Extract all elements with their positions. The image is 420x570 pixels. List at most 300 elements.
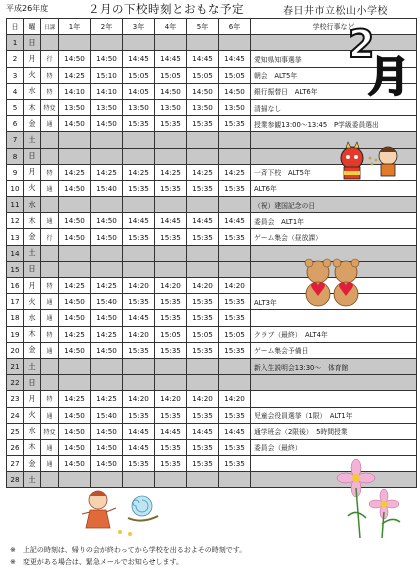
month-kanji: 月 <box>368 52 411 101</box>
dismissal-time-cell <box>155 132 187 148</box>
dismissal-time-cell <box>187 261 219 277</box>
day-cell: 22 <box>7 375 24 391</box>
dismissal-time-cell: 14:50 <box>155 83 187 99</box>
schedule-type-cell <box>41 375 59 391</box>
dismissal-time-cell: 14:25 <box>59 391 91 407</box>
schedule-type-cell: 特 <box>41 83 59 99</box>
schedule-type-cell: 特 <box>41 326 59 342</box>
day-cell: 21 <box>7 358 24 374</box>
dismissal-time-cell: 14:50 <box>91 213 123 229</box>
dismissal-time-cell <box>219 132 251 148</box>
day-cell: 3 <box>7 67 24 83</box>
dismissal-time-cell: 14:45 <box>123 213 155 229</box>
weekday-cell: 月 <box>24 391 41 407</box>
dismissal-time-cell <box>59 197 91 213</box>
schedule-type-cell <box>41 472 59 488</box>
dismissal-time-cell: 15:35 <box>219 456 251 472</box>
table-row <box>7 326 417 342</box>
schedule-type-cell: 通 <box>41 116 59 132</box>
dismissal-time-cell: 14:25 <box>91 278 123 294</box>
dismissal-time-cell: 14:45 <box>187 423 219 439</box>
dismissal-time-cell: 15:05 <box>187 67 219 83</box>
event-cell: ゲーム集会（昼放課） <box>251 229 417 245</box>
dismissal-time-cell <box>219 261 251 277</box>
dismissal-time-cell: 14:20 <box>155 391 187 407</box>
dismissal-time-cell: 13:50 <box>59 99 91 115</box>
dismissal-time-cell: 15:35 <box>187 310 219 326</box>
dismissal-time-cell: 14:50 <box>59 407 91 423</box>
day-cell: 5 <box>7 99 24 115</box>
dismissal-time-cell: 15:35 <box>187 180 219 196</box>
dismissal-time-cell: 14:50 <box>91 423 123 439</box>
dismissal-time-cell <box>59 245 91 261</box>
table-row <box>7 180 417 196</box>
day-cell: 10 <box>7 180 24 196</box>
dismissal-time-cell: 15:35 <box>155 439 187 455</box>
dismissal-time-cell: 14:20 <box>123 326 155 342</box>
weekday-cell: 木 <box>24 326 41 342</box>
day-cell: 19 <box>7 326 24 342</box>
table-row <box>7 99 417 115</box>
dismissal-time-cell: 15:35 <box>187 407 219 423</box>
dismissal-time-cell: 14:20 <box>123 278 155 294</box>
dismissal-time-cell: 14:25 <box>187 164 219 180</box>
dismissal-time-cell: 15:35 <box>155 229 187 245</box>
table-row <box>7 423 417 439</box>
event-cell: 新入生説明会13:30〜 体育館 <box>251 358 417 374</box>
dismissal-time-cell: 15:35 <box>123 229 155 245</box>
dismissal-time-cell <box>187 472 219 488</box>
dismissal-time-cell: 15:35 <box>155 456 187 472</box>
table-row <box>7 439 417 455</box>
dismissal-time-cell <box>123 358 155 374</box>
col-header: 曜 <box>24 19 41 35</box>
dismissal-time-cell: 14:50 <box>91 342 123 358</box>
dismissal-time-cell: 15:35 <box>123 294 155 310</box>
dismissal-time-cell <box>219 197 251 213</box>
weekday-cell: 日 <box>24 375 41 391</box>
event-cell: クラブ（最終） ALT4年 <box>251 326 417 342</box>
schedule-type-cell <box>41 148 59 164</box>
day-cell: 16 <box>7 278 24 294</box>
dismissal-time-cell <box>187 197 219 213</box>
school-name: 春日井市立松山小学校 <box>283 6 388 17</box>
schedule-type-cell: 通 <box>41 294 59 310</box>
weekday-cell: 木 <box>24 439 41 455</box>
dismissal-time-cell <box>219 358 251 374</box>
event-cell <box>251 310 417 326</box>
dismissal-time-cell: 15:35 <box>219 116 251 132</box>
dismissal-time-cell <box>59 132 91 148</box>
event-cell: 朝会 ALT5年 <box>251 67 417 83</box>
dismissal-time-cell: 14:50 <box>59 229 91 245</box>
dismissal-time-cell <box>155 35 187 51</box>
day-cell: 8 <box>7 148 24 164</box>
weekday-cell: 金 <box>24 456 41 472</box>
weekday-cell: 火 <box>24 407 41 423</box>
schedule-type-cell <box>41 35 59 51</box>
dismissal-time-cell: 14:50 <box>59 310 91 326</box>
col-header: 1年 <box>59 19 91 35</box>
event-cell: 愛知県知事選挙 <box>251 51 417 67</box>
event-cell <box>251 375 417 391</box>
table-row <box>7 229 417 245</box>
col-header: 3年 <box>123 19 155 35</box>
dismissal-time-cell: 14:50 <box>59 116 91 132</box>
dismissal-time-cell: 13:50 <box>91 99 123 115</box>
schedule-type-cell: 通 <box>41 342 59 358</box>
dismissal-time-cell: 15:35 <box>155 407 187 423</box>
footnote: ※ 変更がある場合は、緊急メールでお知らせします。 <box>10 558 183 566</box>
event-cell: 委員会（最終） <box>251 439 417 455</box>
dismissal-time-cell <box>219 245 251 261</box>
page-title: ２月の下校時刻とおもな予定 <box>88 2 244 16</box>
schedule-type-cell: 特 <box>41 164 59 180</box>
day-cell: 28 <box>7 472 24 488</box>
dismissal-time-cell: 14:10 <box>59 83 91 99</box>
dismissal-time-cell: 14:45 <box>155 51 187 67</box>
schedule-type-cell: 特変 <box>41 423 59 439</box>
event-cell: 銀行振替日 ALT6年 <box>251 83 417 99</box>
dismissal-time-cell: 14:45 <box>123 439 155 455</box>
weekday-cell: 月 <box>24 51 41 67</box>
table-row <box>7 116 417 132</box>
dismissal-time-cell <box>187 132 219 148</box>
dismissal-time-cell <box>91 245 123 261</box>
fairy-snail-illustration <box>80 484 166 540</box>
dismissal-time-cell: 14:25 <box>91 164 123 180</box>
dismissal-time-cell: 15:35 <box>219 180 251 196</box>
dismissal-time-cell: 14:25 <box>91 391 123 407</box>
event-cell: 児童会役員選挙（1限） ALT1年 <box>251 407 417 423</box>
dismissal-time-cell: 14:45 <box>219 423 251 439</box>
dismissal-time-cell <box>155 148 187 164</box>
col-header: 日 <box>7 19 24 35</box>
weekday-cell: 水 <box>24 197 41 213</box>
footnotes <box>10 544 246 568</box>
weekday-cell: 土 <box>24 358 41 374</box>
dismissal-time-cell: 15:35 <box>219 310 251 326</box>
weekday-cell: 水 <box>24 310 41 326</box>
dismissal-time-cell: 14:20 <box>219 391 251 407</box>
dismissal-time-cell: 14:25 <box>155 164 187 180</box>
dismissal-time-cell: 14:25 <box>59 326 91 342</box>
table-row <box>7 358 417 374</box>
dismissal-time-cell <box>155 358 187 374</box>
event-cell <box>251 391 417 407</box>
weekday-cell: 日 <box>24 148 41 164</box>
dismissal-time-cell <box>155 197 187 213</box>
dismissal-time-cell: 14:20 <box>187 278 219 294</box>
dismissal-time-cell <box>123 245 155 261</box>
dismissal-time-cell: 14:45 <box>187 51 219 67</box>
dismissal-time-cell <box>91 375 123 391</box>
schedule-type-cell <box>41 261 59 277</box>
weekday-cell: 金 <box>24 229 41 245</box>
dismissal-time-cell: 15:10 <box>91 67 123 83</box>
schedule-type-cell <box>41 132 59 148</box>
dismissal-time-cell <box>187 358 219 374</box>
dismissal-time-cell: 15:40 <box>91 407 123 423</box>
dismissal-time-cell: 15:35 <box>155 116 187 132</box>
dismissal-time-cell: 15:05 <box>155 67 187 83</box>
event-cell: ALT3年 <box>251 294 417 310</box>
dismissal-time-cell <box>219 35 251 51</box>
day-cell: 26 <box>7 439 24 455</box>
dismissal-time-cell: 14:50 <box>91 310 123 326</box>
page-header <box>0 0 420 18</box>
col-header: 6年 <box>219 19 251 35</box>
dismissal-time-cell: 15:35 <box>187 294 219 310</box>
dismissal-time-cell: 14:05 <box>123 83 155 99</box>
dismissal-time-cell <box>219 148 251 164</box>
dismissal-time-cell <box>123 35 155 51</box>
month-badge <box>340 22 411 101</box>
dismissal-time-cell: 15:35 <box>155 310 187 326</box>
dismissal-time-cell: 15:35 <box>219 294 251 310</box>
col-header: 5年 <box>187 19 219 35</box>
dismissal-time-cell <box>59 148 91 164</box>
dismissal-time-cell: 14:25 <box>91 326 123 342</box>
dismissal-time-cell: 14:25 <box>59 67 91 83</box>
dismissal-time-cell: 14:50 <box>187 83 219 99</box>
dismissal-time-cell: 14:45 <box>155 213 187 229</box>
dismissal-time-cell: 14:50 <box>59 439 91 455</box>
oni-illustration <box>330 140 410 182</box>
dismissal-time-cell: 14:50 <box>59 456 91 472</box>
schedule-type-cell: 通 <box>41 213 59 229</box>
dismissal-time-cell: 13:50 <box>123 99 155 115</box>
dismissal-time-cell: 15:35 <box>187 342 219 358</box>
table-row <box>7 310 417 326</box>
dismissal-time-cell <box>155 261 187 277</box>
dismissal-time-cell: 15:05 <box>123 67 155 83</box>
day-cell: 1 <box>7 35 24 51</box>
day-cell: 7 <box>7 132 24 148</box>
dismissal-time-cell: 15:35 <box>123 180 155 196</box>
schedule-type-cell <box>41 197 59 213</box>
dismissal-time-cell: 14:45 <box>219 213 251 229</box>
weekday-cell: 土 <box>24 472 41 488</box>
dismissal-time-cell: 14:45 <box>123 310 155 326</box>
dismissal-time-cell: 13:50 <box>155 99 187 115</box>
dismissal-time-cell: 14:45 <box>123 51 155 67</box>
dismissal-time-cell: 15:40 <box>91 294 123 310</box>
dismissal-time-cell: 13:50 <box>219 99 251 115</box>
dismissal-time-cell: 14:50 <box>91 456 123 472</box>
dismissal-time-cell: 14:10 <box>91 83 123 99</box>
dismissal-time-cell: 14:25 <box>59 278 91 294</box>
schedule-type-cell: 行 <box>41 229 59 245</box>
dismissal-time-cell <box>155 375 187 391</box>
table-row <box>7 375 417 391</box>
dismissal-time-cell <box>91 358 123 374</box>
table-row <box>7 213 417 229</box>
schedule-type-cell: 特 <box>41 67 59 83</box>
dismissal-time-cell: 14:20 <box>219 278 251 294</box>
event-cell: 授業参観13:00〜13:45 P学級委員選出 <box>251 116 417 132</box>
day-cell: 18 <box>7 310 24 326</box>
day-cell: 12 <box>7 213 24 229</box>
schedule-type-cell: 通 <box>41 456 59 472</box>
dismissal-time-cell: 15:05 <box>155 326 187 342</box>
schedule-type-cell: 通 <box>41 180 59 196</box>
day-cell: 9 <box>7 164 24 180</box>
event-cell: ゲーム集会予備日 <box>251 342 417 358</box>
dismissal-time-cell: 14:50 <box>59 294 91 310</box>
dismissal-time-cell <box>91 261 123 277</box>
dismissal-time-cell: 14:50 <box>59 180 91 196</box>
dismissal-time-cell: 15:05 <box>187 326 219 342</box>
weekday-cell: 水 <box>24 423 41 439</box>
dismissal-time-cell: 14:45 <box>187 213 219 229</box>
schedule-type-cell <box>41 245 59 261</box>
day-cell: 24 <box>7 407 24 423</box>
weekday-cell: 月 <box>24 164 41 180</box>
weekday-cell: 土 <box>24 132 41 148</box>
dismissal-time-cell <box>59 261 91 277</box>
dismissal-time-cell <box>187 35 219 51</box>
dismissal-time-cell <box>59 375 91 391</box>
dismissal-time-cell: 14:20 <box>155 278 187 294</box>
weekday-cell: 日 <box>24 35 41 51</box>
weekday-cell: 金 <box>24 116 41 132</box>
dismissal-time-cell: 15:35 <box>123 116 155 132</box>
event-cell: 通学班会（2限後） 5時間授業 <box>251 423 417 439</box>
dismissal-time-cell: 15:35 <box>187 439 219 455</box>
dismissal-time-cell: 14:20 <box>187 391 219 407</box>
dismissal-time-cell: 15:05 <box>219 326 251 342</box>
month-number: 2 <box>348 22 375 66</box>
schedule-type-cell: 通 <box>41 407 59 423</box>
dismissal-time-cell <box>123 148 155 164</box>
dismissal-time-cell: 15:35 <box>187 116 219 132</box>
dismissal-time-cell <box>59 358 91 374</box>
weekday-cell: 火 <box>24 180 41 196</box>
dismissal-time-cell: 15:35 <box>219 439 251 455</box>
weekday-cell: 日 <box>24 261 41 277</box>
dismissal-time-cell: 14:45 <box>155 423 187 439</box>
dismissal-time-cell: 14:20 <box>123 391 155 407</box>
dismissal-time-cell: 15:40 <box>91 180 123 196</box>
dismissal-time-cell: 14:50 <box>91 229 123 245</box>
day-cell: 14 <box>7 245 24 261</box>
event-cell: （祝）建国記念の日 <box>251 197 417 213</box>
day-cell: 27 <box>7 456 24 472</box>
event-cell: 一斉下校 ALT5年 <box>251 164 417 180</box>
dismissal-time-cell: 15:35 <box>155 294 187 310</box>
event-cell: 委員会 ALT1年 <box>251 213 417 229</box>
day-cell: 2 <box>7 51 24 67</box>
day-cell: 11 <box>7 197 24 213</box>
table-row <box>7 391 417 407</box>
dismissal-time-cell: 13:50 <box>187 99 219 115</box>
event-cell: ALT6年 <box>251 180 417 196</box>
dismissal-time-cell: 14:45 <box>219 51 251 67</box>
dismissal-time-cell <box>91 35 123 51</box>
dismissal-time-cell: 15:35 <box>155 342 187 358</box>
dismissal-time-cell: 14:50 <box>219 83 251 99</box>
dismissal-time-cell: 14:50 <box>59 213 91 229</box>
col-header: 学校行事など <box>251 19 417 35</box>
dismissal-time-cell: 14:50 <box>91 116 123 132</box>
dismissal-time-cell: 15:35 <box>187 229 219 245</box>
dismissal-time-cell: 15:35 <box>123 456 155 472</box>
table-row <box>7 407 417 423</box>
dismissal-time-cell: 15:35 <box>123 407 155 423</box>
weekday-cell: 木 <box>24 213 41 229</box>
dismissal-time-cell: 14:25 <box>59 164 91 180</box>
day-cell: 13 <box>7 229 24 245</box>
dismissal-time-cell <box>155 245 187 261</box>
dismissal-time-cell <box>91 148 123 164</box>
dismissal-time-cell: 15:35 <box>187 456 219 472</box>
dismissal-time-cell <box>91 132 123 148</box>
schedule-type-cell: 特 <box>41 391 59 407</box>
schedule-type-cell: 通 <box>41 439 59 455</box>
teddy-bears-illustration <box>298 256 368 308</box>
dismissal-time-cell: 14:45 <box>123 423 155 439</box>
event-cell: 清掃なし <box>251 99 417 115</box>
dismissal-time-cell: 15:05 <box>219 67 251 83</box>
dismissal-time-cell: 15:35 <box>219 229 251 245</box>
weekday-cell: 水 <box>24 83 41 99</box>
col-header: 4年 <box>155 19 187 35</box>
dismissal-time-cell: 14:25 <box>123 164 155 180</box>
dismissal-time-cell <box>123 261 155 277</box>
dismissal-time-cell <box>219 472 251 488</box>
dismissal-time-cell <box>123 375 155 391</box>
dismissal-time-cell: 14:50 <box>59 423 91 439</box>
col-header: 日課 <box>41 19 59 35</box>
dismissal-time-cell: 14:50 <box>59 342 91 358</box>
dismissal-time-cell: 14:50 <box>91 439 123 455</box>
flower-illustration <box>326 458 412 540</box>
dismissal-time-cell: 15:35 <box>155 180 187 196</box>
day-cell: 17 <box>7 294 24 310</box>
dismissal-time-cell <box>187 148 219 164</box>
weekday-cell: 火 <box>24 294 41 310</box>
dismissal-time-cell: 14:25 <box>219 164 251 180</box>
weekday-cell: 火 <box>24 67 41 83</box>
col-header: 2年 <box>91 19 123 35</box>
dismissal-time-cell: 15:35 <box>219 342 251 358</box>
day-cell: 6 <box>7 116 24 132</box>
table-row <box>7 197 417 213</box>
schedule-type-cell: 特 <box>41 278 59 294</box>
dismissal-time-cell: 14:50 <box>59 51 91 67</box>
dismissal-time-cell <box>123 132 155 148</box>
day-cell: 23 <box>7 391 24 407</box>
dismissal-time-cell: 15:35 <box>219 407 251 423</box>
footnote: ※ 上記の時刻は、帰りの会が終わってから学校を出るおよその時刻です。 <box>10 546 247 554</box>
dismissal-time-cell: 15:35 <box>123 342 155 358</box>
schedule-type-cell: 行 <box>41 51 59 67</box>
day-cell: 4 <box>7 83 24 99</box>
weekday-cell: 木 <box>24 99 41 115</box>
dismissal-time-cell <box>91 197 123 213</box>
dismissal-time-cell <box>187 375 219 391</box>
dismissal-time-cell <box>187 245 219 261</box>
dismissal-time-cell <box>59 35 91 51</box>
day-cell: 25 <box>7 423 24 439</box>
dismissal-time-cell <box>123 197 155 213</box>
weekday-cell: 金 <box>24 342 41 358</box>
day-cell: 20 <box>7 342 24 358</box>
weekday-cell: 月 <box>24 278 41 294</box>
schedule-type-cell: 特変 <box>41 99 59 115</box>
day-cell: 15 <box>7 261 24 277</box>
